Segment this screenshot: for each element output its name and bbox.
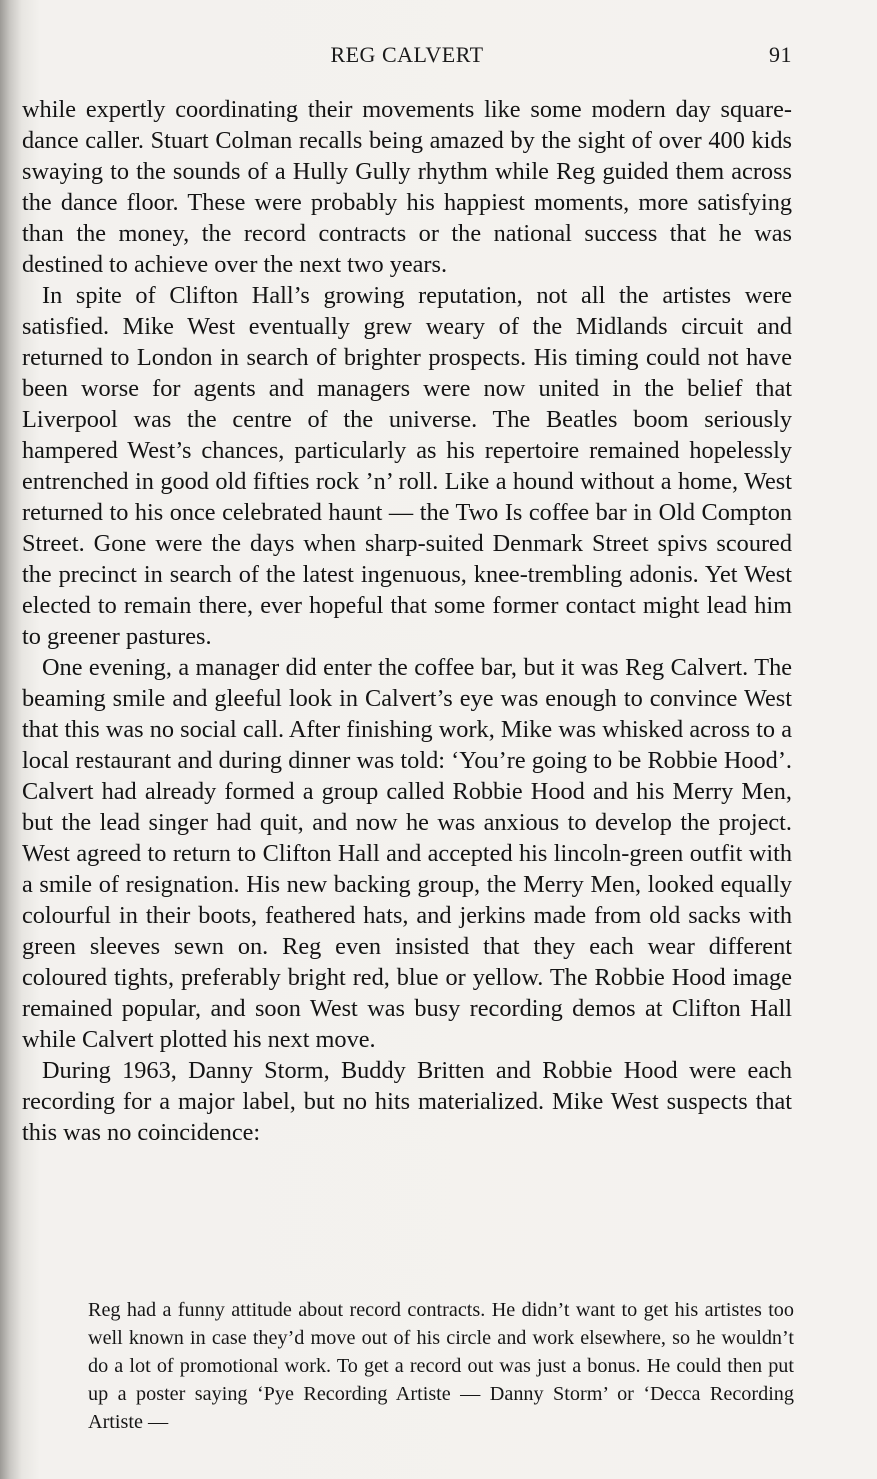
- body-text: [22, 94, 792, 1148]
- running-head: [22, 42, 792, 72]
- block-quote: Reg had a funny attitude about record contracts. He didn’t want to get his artistes too well known in case they’d move out of his circle and work elsewhere, so he wouldn’t do a lot of promotional work. To get a record out was just a bonus. He could then put up a poster saying ‘Pye Recording Artiste — Danny Storm’ or ‘Decca Recording Artiste —: [88, 1299, 794, 1433]
- page-number: 91: [769, 42, 792, 67]
- paragraph: One evening, a manager did enter the coffee bar, but it was Reg Calvert. The beaming smile and gleeful look in Calvert’s eye was enough to convince West that this was no social call. After finishing work, Mike was whisked across to a local restaurant and during dinner was told: ‘You’re going to be Robbie Hood’. Calvert had already formed a group called Robbie Hood and his Merry Men, but the lead singer had quit, and now he was anxious to develop the project. West agreed to return to Clifton Hall and accepted his lincoln-green outfit with a smile of resignation. His new backing group, the Merry Men, looked equally colourful in their boots, feathered hats, and jerkins made from old sacks with green sleeves sewn on. Reg even insisted that they each wear different coloured tights, preferably bright red, blue or yellow. The Robbie Hood image remained popular, and soon West was busy recording demos at Clifton Hall while Calvert plotted his next move.: [22, 654, 792, 1053]
- paragraph: while expertly coordinating their movements like some modern day square-dance caller. Stuart Colman recalls being amazed by the sight of over 400 kids swaying to the sounds of a Hully Gully rhythm while Reg guided them across the dance floor. These were probably his happiest moments, more satisfying than the money, the record contracts or the national success that he was destined to achieve over the next two years.: [22, 96, 792, 278]
- paragraph: During 1963, Danny Storm, Buddy Britten and Robbie Hood were each recording for a major label, but no hits materialized. Mike West suspects that this was no coincidence:: [22, 1057, 792, 1146]
- chapter-title: REG CALVERT: [330, 42, 484, 67]
- paragraph: In spite of Clifton Hall’s growing reputation, not all the artistes were satisfied. Mike West eventually grew weary of the Midlands circuit and returned to London in search of brighter prospects. His timing could not have been worse for agents and managers were now united in the belief that Liverpool was the centre of the universe. The Beatles boom seriously hampered West’s chances, particularly as his repertoire remained hopelessly entrenched in good old fifties rock ’n’ roll. Like a hound without a home, West returned to his once celebrated haunt — the Two Is coffee bar in Old Compton Street. Gone were the days when sharp-suited Denmark Street spivs scoured the precinct in search of the latest ingenuous, knee-trembling adonis. Yet West elected to remain there, ever hopeful that some former contact might lead him to greener pastures.: [22, 282, 792, 650]
